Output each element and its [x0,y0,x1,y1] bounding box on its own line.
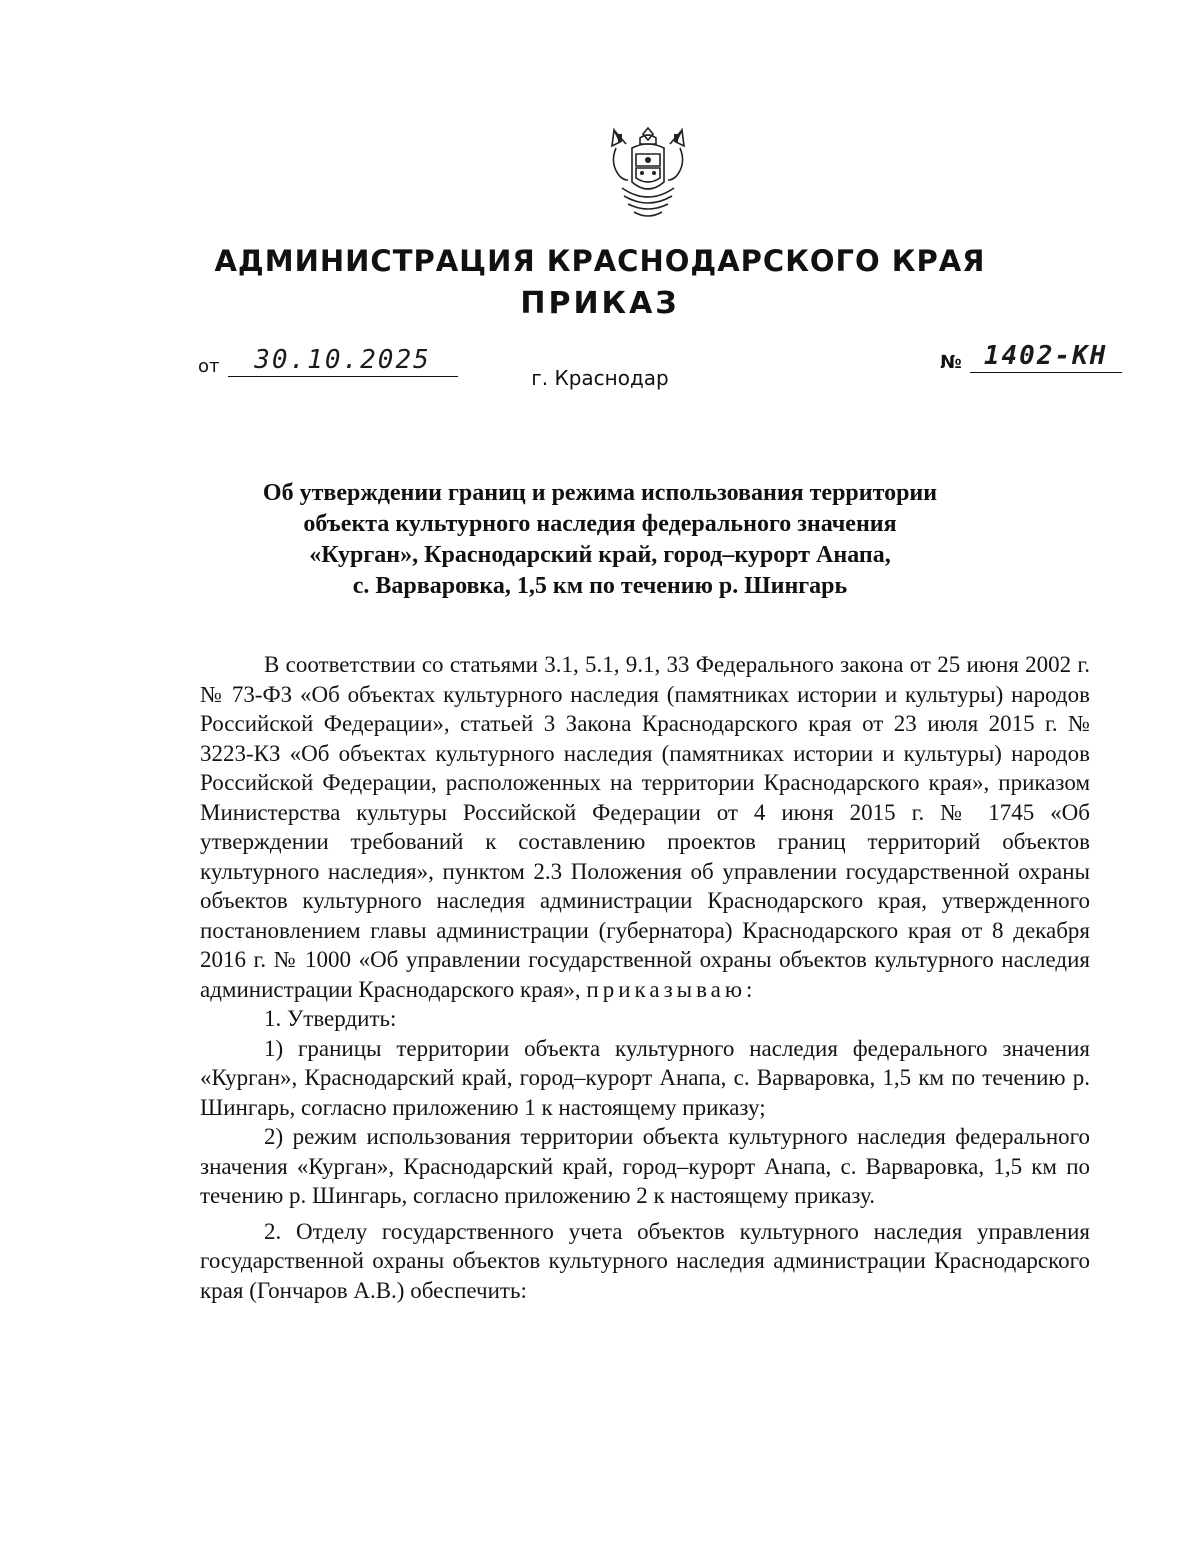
preamble-paragraph [200,650,1090,1004]
handwritten-number: 1402-КН [970,342,1122,373]
preamble-text: В соответствии со статьями 3.1, 5.1, 9.1, 33 Федерального закона от 25 июня 2002 г. № 73-ФЗ «Об объектах культурного наследия (памятниках истории и культуры) народов Российской Федерации», статьей 3 Закона Краснодарского края от 23 июля 2015 г. № 3223-КЗ «Об объектах культурного наследия (памятниках истории и культуры) народов Российской Федерации, расположенных на территории Краснодарского края», приказом Министерства культуры Российской Федерации от 4 июня 2015 г. № 1745 «Об утверждении требований к составлению проектов границ территорий объектов культурного наследия», пунктом 2.3 Положения об управлении государственной охраны объектов культурного наследия администрации Краснодарского края, утвержденного постановлением главы администрации (губернатора) Краснодарского края от 8 декабря 2016 г. № 1000 «Об управлении государственной охраны объектов культурного наследия администрации Краснодарского края», [200,652,1090,1002]
item-1-1: 1) границы территории объекта культурного наследия федерального значения «Курган», Краснодарский край, город–курорт Анапа, с. Варваровка, 1,5 км по течению р. Шингарь, согласно приложению 1 к настоящему приказу; [200,1035,1090,1120]
number-sign: № [940,352,962,373]
date-prefix: от [198,356,220,377]
document-type: ПРИКАЗ [520,286,680,321]
title-line: с. Варваровка, 1,5 км по течению р. Шингарь [352,573,848,599]
organization-name: АДМИНИСТРАЦИЯ КРАСНОДАРСКОГО КРАЯ [214,244,986,278]
item-1: 1. Утвердить: [264,1006,397,1031]
order-title [160,478,1040,602]
order-word: приказываю: [586,976,757,1002]
handwritten-date: 30.10.2025 [228,346,458,377]
order-body [200,650,1090,1305]
item-2: 2. Отделу государственного учета объектов культурного наследия управления государственной охраны объектов культурного наследия администрации Краснодарского края (Гончаров А.В.) обеспечить: [200,1218,1090,1303]
title-line: объекта культурного наследия федерального значения [303,511,897,537]
city-name: г. Краснодар [531,366,669,390]
title-line: «Курган», Краснодарский край, город–курорт Анапа, [309,542,891,568]
item-1-2: 2) режим использования территории объекта культурного наследия федерального значения «Курган», Краснодарский край, город–курорт Анапа, с. Варваровка, 1,5 км по течению р. Шингарь, согласно приложению 2 к настоящему приказу. [200,1124,1090,1208]
coat-of-arms-emblem [606,124,690,228]
title-line: Об утверждении границ и режима использования территории [262,480,938,506]
